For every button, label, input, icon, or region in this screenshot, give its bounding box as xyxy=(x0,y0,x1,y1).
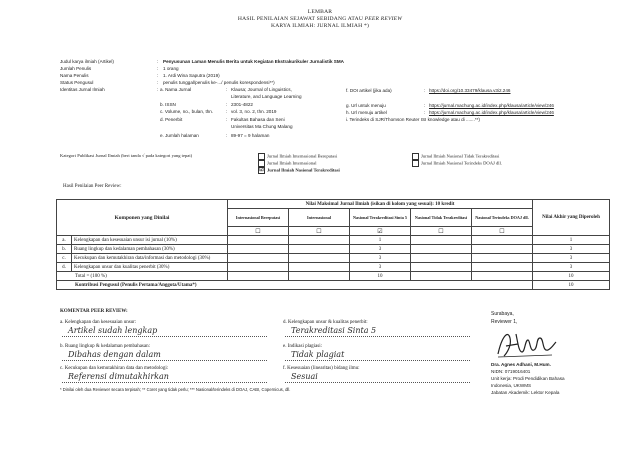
comment-line xyxy=(285,382,470,383)
journal-field-colon: : xyxy=(226,87,228,92)
identity-value: penulis tunggal/penulis ke-.../ penulis korespondensi**) xyxy=(163,80,275,85)
journal-field-label: d. Penerbit xyxy=(160,117,183,122)
row-cell-empty xyxy=(289,245,350,254)
sign-city: Surabaya, xyxy=(491,311,514,317)
doc-title-line3: KARYA ILMIAH: JURNAL ILMIAH *) xyxy=(270,23,370,29)
row-cell-empty xyxy=(228,236,289,245)
table-row xyxy=(57,245,610,254)
sign-name: Dra. Agnes Adhani, M.Hum. xyxy=(491,362,551,367)
sign-unit2: Indonesia, UKWMS xyxy=(491,383,532,388)
sign-rank: Jabatan Akademik: Lektor Kepala xyxy=(491,390,560,395)
sign-nidn: NIDN: 0719016401 xyxy=(491,369,531,374)
journal-field-colon: : xyxy=(226,109,228,114)
row-label: Kelengkapan unsur dan kualitas penerbit (30%) xyxy=(72,263,228,272)
row-cell-empty xyxy=(289,236,350,245)
comment-answer: Artikel sudah lengkap xyxy=(68,326,158,335)
journal-field-value: Fakultas Bahasa dan Seni xyxy=(231,117,285,122)
doc-title-line2-prefix: HASIL PENILAIAN SEJAWAT SEBIDANG ATAU xyxy=(237,16,365,22)
comment-answer: Referensi dimutakhirkan xyxy=(68,372,169,381)
identity-value: 1 orang xyxy=(163,66,179,71)
row-cell-empty xyxy=(411,245,472,254)
comment-label: c. Kecukupan dan kemutakhiran data dan metodologi: xyxy=(60,366,169,371)
row-value: 3 xyxy=(350,254,411,263)
column-header: Internasional Bereputasi xyxy=(228,209,289,227)
category-option-text: Jurnal Ilmiah Internasional Bereputasi xyxy=(267,153,338,159)
row-label: Ruang lingkup dan kedalaman pembahasan (30%) xyxy=(72,245,228,254)
identity-colon: : xyxy=(157,73,159,78)
category-checkbox xyxy=(258,153,265,160)
row-no: b. xyxy=(57,245,72,254)
journal-field-colon: : xyxy=(226,102,228,107)
identity-colon: : xyxy=(157,80,159,85)
row-cell-empty xyxy=(228,254,289,263)
journal-right-label: i. Terindeks di SJR/Thomson Reuter ISI knowledge atau di .......**) xyxy=(346,117,480,122)
row-no: c. xyxy=(57,254,72,263)
comment-answer: Tidak plagiat xyxy=(291,350,345,359)
identity-label: Nama Penulis xyxy=(60,73,89,78)
identity-label: Jumlah Penulis xyxy=(60,66,92,71)
journal-right-link: https://jurnal.machung.ac.id/index.php/klausa/article/view/246 xyxy=(429,103,554,108)
row-no: d. xyxy=(57,263,72,272)
comment-line xyxy=(285,336,470,337)
row-final: 3 xyxy=(533,254,610,263)
component-header: Komponen yang Dinilai xyxy=(57,200,228,236)
comment-line xyxy=(62,336,267,337)
journal-field-value: Universitas Ma Chung Malang xyxy=(231,124,293,129)
row-cell-empty xyxy=(411,254,472,263)
contribution-label: Kontribusi Pengusul (Penulis Pertama/Anggota/Utama*) xyxy=(57,281,533,290)
category-option xyxy=(412,153,499,160)
journal-field-value: Klausa; Journal of Linguistics, xyxy=(231,87,292,92)
journal-right-label: g. Url untuk menuju xyxy=(346,103,386,108)
review-table xyxy=(56,199,610,290)
row-value: 3 xyxy=(350,263,411,272)
category-checkbox xyxy=(412,153,419,160)
row-value: 1 xyxy=(350,236,411,245)
comment-answer: Dibahas dengan dalam xyxy=(68,350,161,359)
identity-label: Status Pengusul xyxy=(60,80,94,85)
comments-heading: KOMENTAR PEER REVIEW: xyxy=(60,309,128,314)
journal-field-value: 89-97 = 9 halaman xyxy=(231,133,270,138)
category-checkbox: ☑ xyxy=(259,168,264,173)
table-row xyxy=(57,263,610,272)
category-option xyxy=(258,160,317,167)
identity-value: Penyusunan Laman Menulis Berita untuk Kegiatan Ekstrakurikuler Jurnalistik SMA xyxy=(163,59,344,64)
total-label: Total = (100 %) xyxy=(57,272,228,281)
comment-label: e. Indikasi plagiasi: xyxy=(283,344,323,349)
column-check: ☐ xyxy=(411,227,472,236)
comment-answer: Sesuai xyxy=(291,372,318,381)
comment-answer: Terakreditasi Sinta 5 xyxy=(291,326,377,335)
max-score-header: Nilai Maksimal Jurnal Ilmiah (isikan di kolom yang sesuai): 10 kredit xyxy=(228,200,533,209)
row-cell-empty xyxy=(472,263,533,272)
column-check: ☐ xyxy=(228,227,289,236)
category-option-text: Jurnal Ilmiah Nasional Terindeks DOAJ dll. xyxy=(421,160,502,166)
total-final: 10 xyxy=(533,272,610,281)
table-row xyxy=(57,254,610,263)
row-cell-empty xyxy=(472,245,533,254)
journal-field-colon: : xyxy=(226,117,228,122)
journal-right-colon: : xyxy=(424,88,426,93)
doc-title-line2 xyxy=(0,16,640,22)
row-cell-empty xyxy=(289,263,350,272)
identity-colon: : xyxy=(157,66,159,71)
journal-right-colon: : xyxy=(424,110,426,115)
identity-label: Identitas Jurnal Ilmiah xyxy=(60,87,105,92)
comment-label: a. Kelengkapan dan kesesuaian unsur: xyxy=(60,320,137,325)
row-final: 3 xyxy=(533,245,610,254)
identity-value: 1. Ardi Wina Saputra (2019) xyxy=(163,73,220,78)
category-option xyxy=(258,153,337,160)
doc-title-line2-em: PEER REVIEW xyxy=(364,16,403,22)
footnote: * Dinilai oleh dua Reviewer secara terpisah; ** Coret yang tidak perlu; *** Nasional/terindeks di DOAJ, CABI, Copernicus, dll. xyxy=(60,387,291,392)
journal-field-value: vol. 3, no. 2, thn. 2019 xyxy=(231,109,277,114)
comment-label: d. Kelengkapan unsur & kualitas penerbit: xyxy=(283,320,368,325)
category-option-text: Jurnal Ilmiah Internasional xyxy=(267,160,317,166)
comment-label: b. Ruang lingkup & kedalaman pembahasan: xyxy=(60,344,150,349)
comment-label: f. Kesesuaian (linearitas) bidang ilmu: xyxy=(283,366,360,371)
contribution-final: 10 xyxy=(533,281,610,290)
column-check: ☐ xyxy=(472,227,533,236)
row-final: 1 xyxy=(533,236,610,245)
row-value: 3 xyxy=(350,245,411,254)
journal-right-link: https://jurnal.machung.ac.id/index.php/klausa/article/view/246 xyxy=(429,110,554,115)
sign-unit: Unit kerja: Prodi Pendidikan Bahasa xyxy=(491,376,565,381)
journal-field-label: c. Volume, no., bulan, thn. xyxy=(160,109,214,114)
category-checkbox xyxy=(258,160,265,167)
journal-field-label: b. ISSN xyxy=(160,102,176,107)
column-header: Internasional xyxy=(289,209,350,227)
identity-colon: : xyxy=(157,59,159,64)
signature-image xyxy=(492,326,562,360)
row-cell-empty xyxy=(411,263,472,272)
journal-right-label: f. DOI artikel (jika ada) xyxy=(346,88,392,93)
comment-line xyxy=(62,382,267,383)
row-no: a. xyxy=(57,236,72,245)
row-cell-empty xyxy=(289,254,350,263)
column-header: Nasional Terindeks DOAJ dll. xyxy=(472,209,533,227)
column-check: ☑ xyxy=(350,227,411,236)
comment-line xyxy=(285,360,470,361)
row-final: 3 xyxy=(533,263,610,272)
row-cell-empty xyxy=(472,236,533,245)
category-option xyxy=(258,167,340,174)
row-label: Kecukupan dan kemutakhiran data/informasi dan metodologi (30%) xyxy=(72,254,228,263)
category-checkbox xyxy=(412,160,419,167)
column-header: Nasional Terakreditasi Sinta 5 xyxy=(350,209,411,227)
identity-label: Judul karya ilmiah (Artikel) xyxy=(60,59,114,64)
journal-right-link: https://doi.org/10.33479/klausa.v3i2.246 xyxy=(429,88,511,93)
journal-field-colon: : xyxy=(226,133,228,138)
row-cell-empty xyxy=(228,263,289,272)
category-option-text: Jurnal Ilmiah Nasional Terakreditasi xyxy=(267,167,340,173)
category-option-text: Jurnal Ilmiah Nasional Tidak Terakreditasi xyxy=(421,153,500,159)
row-cell-empty xyxy=(228,245,289,254)
doc-title-line1: LEMBAR xyxy=(307,9,333,15)
journal-right-label: h. Url menuju artikel xyxy=(346,110,387,115)
journal-field-value: 2301-4822 xyxy=(231,102,253,107)
sign-role: Reviewer 1, xyxy=(491,319,518,325)
total-value: 10 xyxy=(350,272,411,281)
journal-right-colon: : xyxy=(424,103,426,108)
column-header: Nasional Tidak Terakreditasi xyxy=(411,209,472,227)
row-cell-empty xyxy=(411,236,472,245)
category-option xyxy=(412,160,502,167)
journal-field-label: a. Nama Jurnal xyxy=(160,87,192,92)
category-label: Kategori Publikasi Jurnal Ilmiah (beri tanda √ pada kategori yang tepat) xyxy=(60,153,193,158)
review-heading: Hasil Penilaian Peer Review: xyxy=(63,184,122,189)
comment-line xyxy=(62,360,267,361)
identity-colon: : xyxy=(157,87,159,92)
journal-field-label: e. Jumlah halaman xyxy=(160,133,199,138)
final-score-header: Nilai Akhir yang Diperoleh xyxy=(533,200,610,236)
table-row xyxy=(57,236,610,245)
row-label: Kelengkapan dan kesesuaian unsur isi jurnal (10%) xyxy=(72,236,228,245)
row-cell-empty xyxy=(472,254,533,263)
column-check: ☐ xyxy=(289,227,350,236)
journal-field-value: Literature, and Language Learning xyxy=(231,94,302,99)
